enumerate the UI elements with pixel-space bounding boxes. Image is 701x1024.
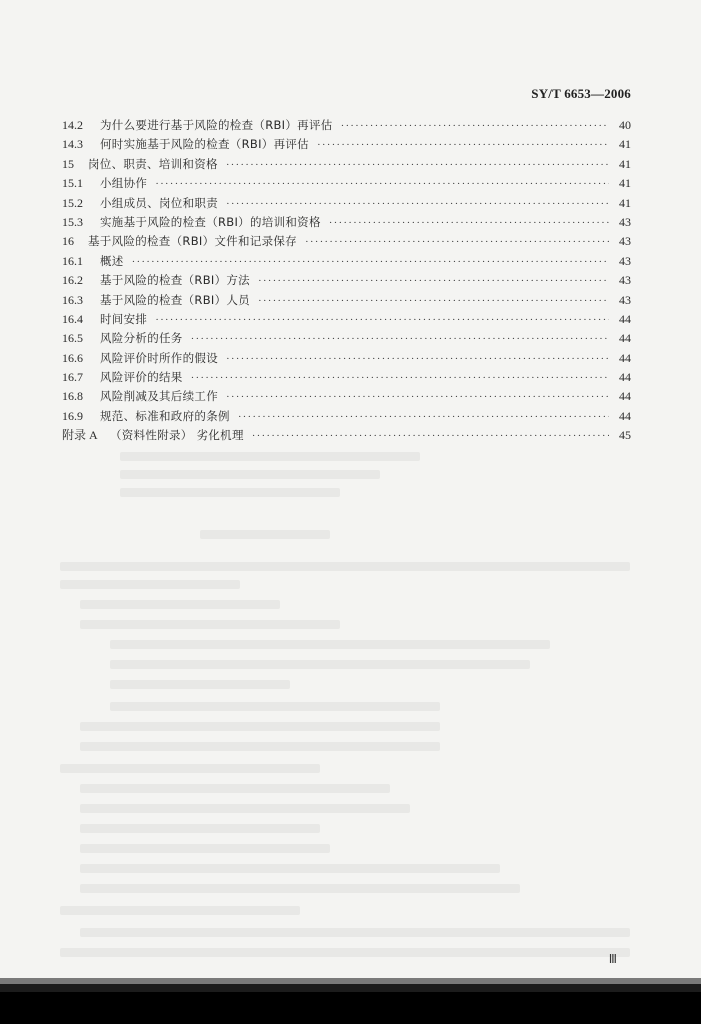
toc-leader-dots xyxy=(226,156,609,175)
toc-entry-title: （资料性附录） 劣化机理 xyxy=(110,428,244,443)
toc-entry-title: 时间安排 xyxy=(100,311,148,326)
toc-leader-dots xyxy=(226,350,609,369)
toc-entry xyxy=(62,116,631,135)
toc-entry-title: 规范、标准和政府的条例 xyxy=(100,408,230,423)
toc-leader-dots xyxy=(191,369,609,388)
toc-entry-number: 15 xyxy=(62,156,74,171)
toc-entry-page: 44 xyxy=(619,350,631,365)
toc-leader-dots xyxy=(317,136,609,155)
toc-entry-title: 何时实施基于风险的检查（RBI）再评估 xyxy=(100,137,309,152)
toc-entry-title: 岗位、职责、培训和资格 xyxy=(88,156,218,171)
toc-leader-dots xyxy=(155,175,609,194)
toc-leader-dots xyxy=(305,233,609,252)
toc-leader-dots xyxy=(226,388,609,407)
toc-entry-page: 45 xyxy=(619,428,631,443)
toc-entry-page: 41 xyxy=(619,176,631,191)
toc-entry-page: 44 xyxy=(619,311,631,326)
page-number: Ⅲ xyxy=(608,952,617,966)
toc-entry-page: 41 xyxy=(619,137,631,152)
toc-entry-number: 16.4 xyxy=(62,311,83,326)
toc-entry-number: 16.5 xyxy=(62,331,83,346)
toc-leader-dots xyxy=(341,117,609,136)
toc-entry xyxy=(62,310,631,329)
toc-entry-number: 15.3 xyxy=(62,214,83,229)
toc-entry-title: 概述 xyxy=(100,253,124,268)
toc-leader-dots xyxy=(191,330,609,349)
toc-entry xyxy=(62,426,631,445)
toc-entry xyxy=(62,155,631,174)
toc-leader-dots xyxy=(226,195,609,214)
toc-entry xyxy=(62,135,631,154)
toc-entry-title: 为什么要进行基于风险的检查（RBI）再评估 xyxy=(100,118,333,132)
toc-entry-number: 16.1 xyxy=(62,253,83,268)
toc-entry xyxy=(62,232,631,251)
toc-entry-page: 44 xyxy=(619,370,631,385)
toc-leader-dots xyxy=(155,311,609,330)
toc-entry-page: 43 xyxy=(619,273,631,288)
toc-entry-number: 15.2 xyxy=(62,195,83,210)
toc-leader-dots xyxy=(238,408,609,427)
toc-entry-number: 16.7 xyxy=(62,370,83,385)
toc-entry-title: 基于风险的检查（RBI）文件和记录保存 xyxy=(88,234,297,249)
toc-leader-dots xyxy=(258,272,609,291)
toc-entry-number: 16.6 xyxy=(62,350,83,365)
toc-entry-page: 43 xyxy=(619,214,631,229)
toc-entry-page: 41 xyxy=(619,156,631,171)
toc-leader-dots xyxy=(252,427,609,446)
toc-entry xyxy=(62,194,631,213)
toc-entry-number: 14.3 xyxy=(62,137,83,152)
toc-entry-number: 16.8 xyxy=(62,389,83,404)
toc-entry-title: 基于风险的检查（RBI）人员 xyxy=(100,292,250,307)
bleed-through-texture xyxy=(0,440,701,960)
toc-entry-page: 43 xyxy=(619,292,631,307)
toc-entry-page: 43 xyxy=(619,253,631,268)
toc-entry-page: 41 xyxy=(619,195,631,210)
toc-entry-title: 小组协作 xyxy=(100,176,148,191)
toc-entry-page: 43 xyxy=(619,234,631,249)
toc-entry-title: 小组成员、岗位和职责 xyxy=(100,195,218,210)
toc-entry-title: 风险分析的任务 xyxy=(100,331,183,346)
toc-entry-number: 16.2 xyxy=(62,273,83,288)
toc-entry-number: 16 xyxy=(62,234,74,249)
toc-entry-number: 16.9 xyxy=(62,408,83,423)
toc-entry-page: 40 xyxy=(619,118,631,132)
toc-entry xyxy=(62,329,631,348)
toc-entry-number: 附录 A xyxy=(62,428,98,443)
toc-entry xyxy=(62,349,631,368)
toc-leader-dots xyxy=(329,214,609,233)
scan-edge-band xyxy=(0,978,701,1024)
toc-entry-title: 基于风险的检查（RBI）方法 xyxy=(100,273,250,288)
table-of-contents xyxy=(62,116,631,446)
toc-entry-page: 44 xyxy=(619,331,631,346)
toc-entry xyxy=(62,252,631,271)
toc-entry-page: 44 xyxy=(619,408,631,423)
toc-entry xyxy=(62,407,631,426)
toc-entry-title: 实施基于风险的检查（RBI）的培训和资格 xyxy=(100,214,321,229)
toc-entry-number: 15.1 xyxy=(62,176,83,191)
toc-entry xyxy=(62,387,631,406)
toc-leader-dots xyxy=(132,253,609,272)
toc-entry-title: 风险削减及其后续工作 xyxy=(100,389,218,404)
toc-entry-page: 44 xyxy=(619,389,631,404)
toc-entry xyxy=(62,174,631,193)
toc-leader-dots xyxy=(258,292,609,311)
toc-entry xyxy=(62,213,631,232)
toc-entry xyxy=(62,291,631,310)
toc-entry-number: 14.2 xyxy=(62,118,83,132)
toc-entry-title: 风险评价时所作的假设 xyxy=(100,350,218,365)
toc-entry-title: 风险评价的结果 xyxy=(100,370,183,385)
toc-entry xyxy=(62,368,631,387)
toc-entry xyxy=(62,271,631,290)
document-code: SY/T 6653—2006 xyxy=(531,86,631,101)
toc-entry-number: 16.3 xyxy=(62,292,83,307)
